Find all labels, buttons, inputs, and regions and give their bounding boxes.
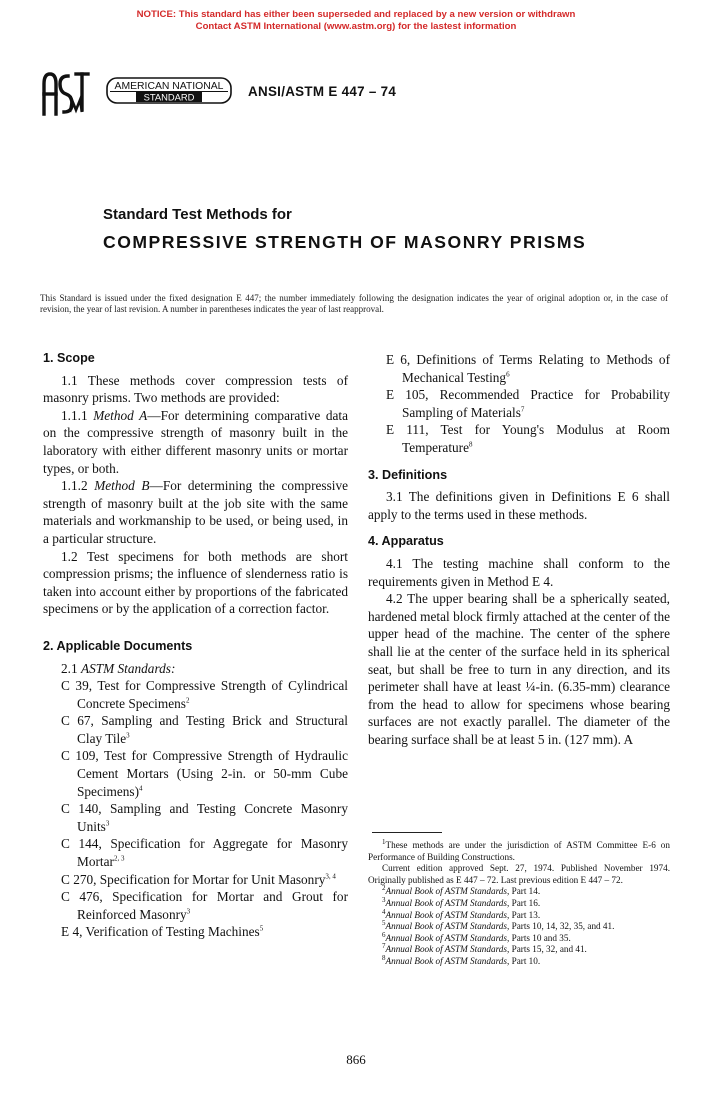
section-2-heading: 2. Applicable Documents bbox=[43, 638, 193, 653]
footnote: $^4$Annual Book of ASTM Standards, Part 13. bbox=[382, 907, 541, 920]
footnote: $^5$Annual Book of ASTM Standards, Parts 10, 14, 32, 35, and 41. bbox=[382, 919, 615, 932]
astm-logo-icon bbox=[40, 70, 92, 116]
notice-line-2: Contact ASTM International (www.astm.org) for the lastest information bbox=[195, 21, 517, 32]
american-national-standard-badge bbox=[106, 77, 232, 104]
reference-item: C 476, Specification for Mortar and Grout for Reinforced Masonry$^3$ bbox=[61, 889, 348, 922]
para-1-1-2 bbox=[43, 477, 348, 547]
para-1-1-2-num: 1.1.2 bbox=[61, 478, 88, 494]
para-4-2: 4.2 The upper bearing shall be a spherically seated, hardened metal block firmly attached at the center of the upper head of the machine. The center of the sphere shall lie at the center of the surface held in its spherical seat, but shall be free to turn in any direction, and its perimeter shall have at least ¼-in. (6.35-mm) clearance from the head to allow for specimens whose bearing surfaces are not exactly parallel. The diameter of the bearing surface shall be at least 5 in. (127 mm). A bbox=[368, 591, 670, 747]
notice-banner bbox=[0, 9, 712, 33]
para-1-1: 1.1 These methods cover compression tests of masonry prisms. Two methods are provided: bbox=[43, 372, 348, 406]
footnotes bbox=[368, 837, 670, 968]
reference-item: C 109, Test for Compressive Strength of Hydraulic Cement Mortars (Using 2-in. or 50-mm Cube Specimens)$^4$ bbox=[61, 748, 348, 799]
para-4-1: 4.1 The testing machine shall conform to the requirements given in Method E 4. bbox=[368, 555, 670, 589]
section-3-heading: 3. Definitions bbox=[368, 467, 448, 482]
footnote: $^6$Annual Book of ASTM Standards, Parts 10 and 35. bbox=[382, 930, 571, 943]
para-1-2: 1.2 Test specimens for both methods are short compression prisms; the influence of slenderness ratio is taken into account either by proportions of the fabricated specimens or by the application of a correction factor. bbox=[43, 548, 348, 617]
left-column bbox=[43, 350, 348, 941]
footnote-divider bbox=[372, 832, 442, 833]
footnote: $^2$Annual Book of ASTM Standards, Part 14. bbox=[382, 884, 541, 897]
reference-item: C 67, Sampling and Testing Brick and Structural Clay Tile$^3$ bbox=[61, 713, 348, 746]
section-4-heading: 4. Apparatus bbox=[368, 534, 444, 549]
method-a-label: Method A bbox=[93, 407, 148, 423]
para-1-1-1 bbox=[43, 407, 348, 477]
designation: ANSI/ASTM E 447 – 74 bbox=[248, 84, 397, 99]
reference-item: E 111, Test for Young's Modulus at Room Temperature$^8$ bbox=[386, 422, 670, 455]
reference-item: C 39, Test for Compressive Strength of Cylindrical Concrete Specimens$^2$ bbox=[61, 678, 348, 711]
notice-line-1: NOTICE: This standard has either been superseded and replaced by a new version or withdrawn bbox=[136, 9, 576, 20]
reference-item: C 140, Sampling and Testing Concrete Masonry Units$^3$ bbox=[61, 801, 348, 834]
para-1-1-1-text: —For determining comparative data on the compressive strength of masonry built in the laboratory with either different masonry units or mortar types, or both. bbox=[43, 407, 348, 476]
issuance-note: This Standard is issued under the fixed designation E 447; the number immediately following the designation indicates the year of original adoption or, in the case of revision, the year of last revision. A number in parentheses indicates the year of last reapproval. bbox=[40, 293, 668, 314]
section-1-heading: 1. Scope bbox=[43, 351, 95, 365]
page-number: 866 bbox=[346, 1052, 366, 1067]
footnote: Current edition approved Sept. 27, 1974. Published November 1974. Originally published as E 447 – 72. Last previous edition E 447 – 72. bbox=[368, 863, 670, 885]
para-1-1-2-text: —For determining the compressive strength of masonry built at the job site with the same materials and workmanship to be used, or being used, in a particular structure. bbox=[43, 478, 348, 546]
footnote: $^3$Annual Book of ASTM Standards, Part 16. bbox=[382, 895, 541, 908]
ans-line-2: STANDARD bbox=[143, 91, 195, 103]
para-2-1 bbox=[43, 660, 348, 678]
astm-standards-label: ASTM Standards: bbox=[80, 660, 176, 676]
reference-item: E 4, Verification of Testing Machines$^5$ bbox=[61, 924, 264, 940]
reference-item: E 6, Definitions of Terms Relating to Methods of Mechanical Testing$^6$ bbox=[386, 352, 670, 385]
ans-line-1: AMERICAN NATIONAL bbox=[114, 81, 224, 92]
para-3-1: 3.1 The definitions given in Definitions E 6 shall apply to the terms used in these methods. bbox=[368, 489, 670, 522]
reference-item: E 105, Recommended Practice for Probability Sampling of Materials$^7$ bbox=[386, 387, 670, 420]
reference-item: C 270, Specification for Mortar for Unit Masonry$^{3, 4}$ bbox=[61, 871, 336, 887]
footnote: $^1$These methods are under the jurisdiction of ASTM Committee E-6 on Performance of Building Constructions. bbox=[368, 837, 670, 862]
para-1-1-1-num: 1.1.1 bbox=[61, 407, 88, 423]
footnote: $^8$Annual Book of ASTM Standards, Part 10. bbox=[382, 953, 541, 966]
reference-item: C 144, Specification for Aggregate for Masonry Mortar$^{2, 3}$ bbox=[61, 836, 348, 870]
method-b-label: Method B bbox=[94, 478, 150, 494]
title-prefix: Standard Test Methods for bbox=[103, 206, 292, 223]
right-column bbox=[368, 351, 670, 748]
footnote: $^7$Annual Book of ASTM Standards, Parts 15, 32, and 41. bbox=[382, 942, 587, 955]
page-title: COMPRESSIVE STRENGTH OF MASONRY PRISMS bbox=[103, 232, 587, 252]
para-2-1-num: 2.1 bbox=[61, 660, 78, 676]
